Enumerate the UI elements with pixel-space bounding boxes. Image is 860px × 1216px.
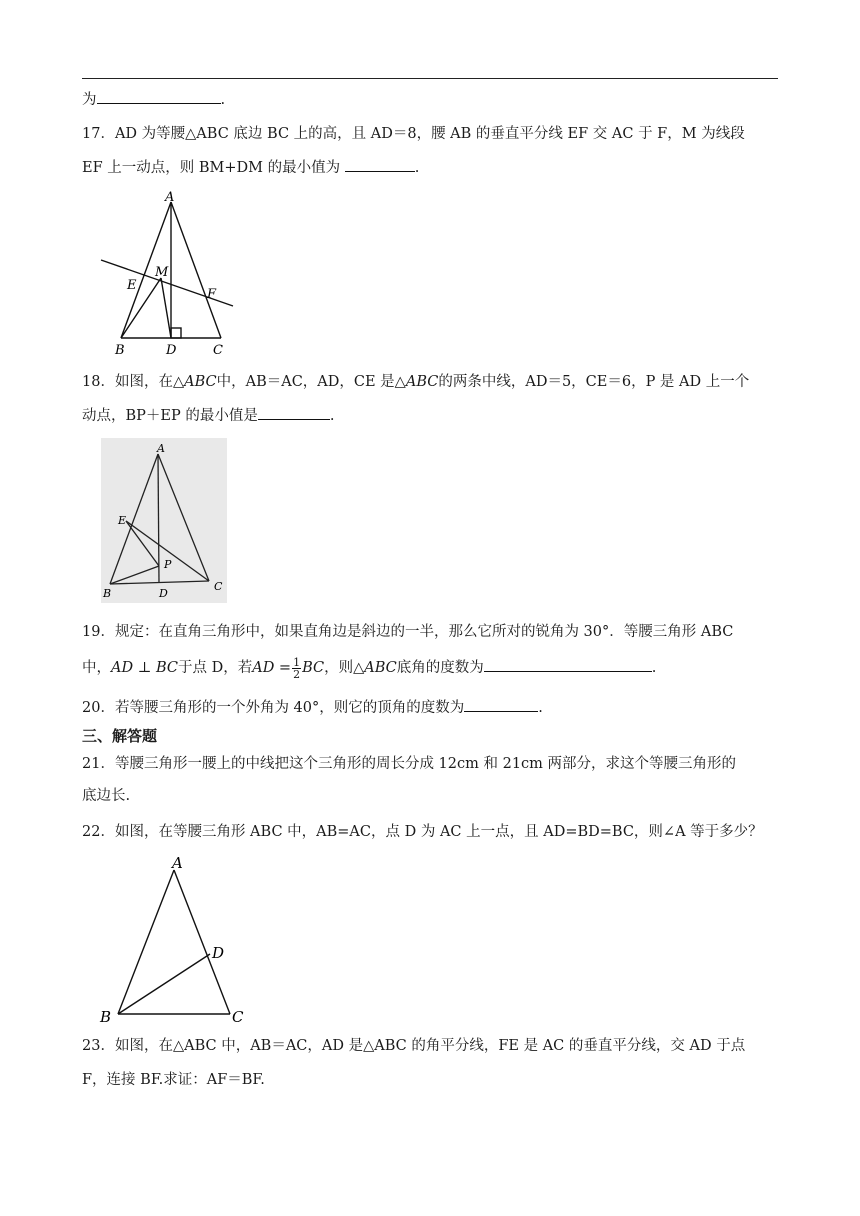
q17-line1: 17．AD 为等腰△ABC 底边 BC 上的高，且 AD＝8，腰 AB 的垂直平分线 EF 交 AC 于 F，M 为线段 [82, 126, 745, 142]
q19-line1: 19．规定：在直角三角形中，如果直角边是斜边的一半，那么它所对的锐角为 30°．等腰三角形 ABC [82, 624, 734, 640]
q23-line2: F，连接 BF.求证：AF＝BF. [82, 1072, 265, 1088]
fig17-label-F: F [207, 287, 217, 302]
fig17-label-D: D [166, 343, 177, 358]
q20-line: 20．若等腰三角形的一个外角为 40°，则它的顶角的度数为 . [82, 694, 782, 722]
fig22-label-D: D [212, 944, 225, 962]
q18-line1: 18．如图，在△ABC中，AB＝AC，AD，CE 是△ABC的两条中线，AD＝5，CE＝6，P 是 AD 上一个 [82, 374, 750, 390]
fig22-label-A: A [172, 854, 183, 872]
q22-line: 22．如图，在等腰三角形 ABC 中，AB=AC，点 D 为 AC 上一点，且 AD=BD=BC，则∠A 等于多少？ [82, 824, 763, 840]
fig18-label-C: C [214, 580, 223, 593]
fig17-label-A: A [165, 190, 175, 205]
fig17-label-C: C [213, 343, 223, 358]
fig18-label-D: D [159, 587, 168, 600]
figure-q22 [96, 852, 256, 1028]
answer-blank[interactable] [258, 405, 330, 420]
q18-line2: 动点，BP＋EP 的最小值是 . [82, 402, 782, 430]
section-title: 三、解答题 [82, 727, 158, 745]
fig18-label-P: P [164, 558, 172, 571]
fig18-label-A: A [157, 442, 165, 455]
q21-line2: 底边长. [82, 788, 131, 804]
header-rule [82, 78, 778, 79]
fig22-label-B: B [100, 1008, 112, 1026]
q19-line2: 中，AD ⊥ BC于点 D，若AD = $\frac{1}{2}$ BC，则△ABC底角的度数为 . [82, 655, 657, 681]
fig22-label-C: C [232, 1008, 244, 1026]
answer-blank[interactable] [97, 89, 221, 104]
answer-blank[interactable] [464, 697, 538, 712]
fig17-label-M: M [155, 265, 169, 280]
figure-q18 [101, 438, 227, 603]
fraction-one-half: $\frac{1}{2}$ [293, 655, 301, 681]
q23-line1: 23．如图，在△ABC 中，AB＝AC，AD 是△ABC 的角平分线，FE 是 AC 的垂直平分线，交 AD 于点 [82, 1038, 746, 1054]
answer-blank[interactable] [484, 657, 652, 672]
fig18-label-B: B [103, 587, 112, 600]
answer-blank[interactable] [345, 157, 415, 172]
q16-tail: 为 . [82, 86, 782, 114]
q21-line1: 21．等腰三角形一腰上的中线把这个三角形的周长分成 12cm 和 21cm 两部分，求这个等腰三角形的 [82, 756, 737, 772]
q17-line2: EF 上一动点，则 BM+DM 的最小值为 . [82, 154, 782, 182]
figure-q17 [95, 188, 245, 358]
fig18-label-E: E [118, 514, 127, 527]
fig17-label-B: B [115, 343, 125, 358]
fig17-label-E: E [127, 278, 137, 293]
